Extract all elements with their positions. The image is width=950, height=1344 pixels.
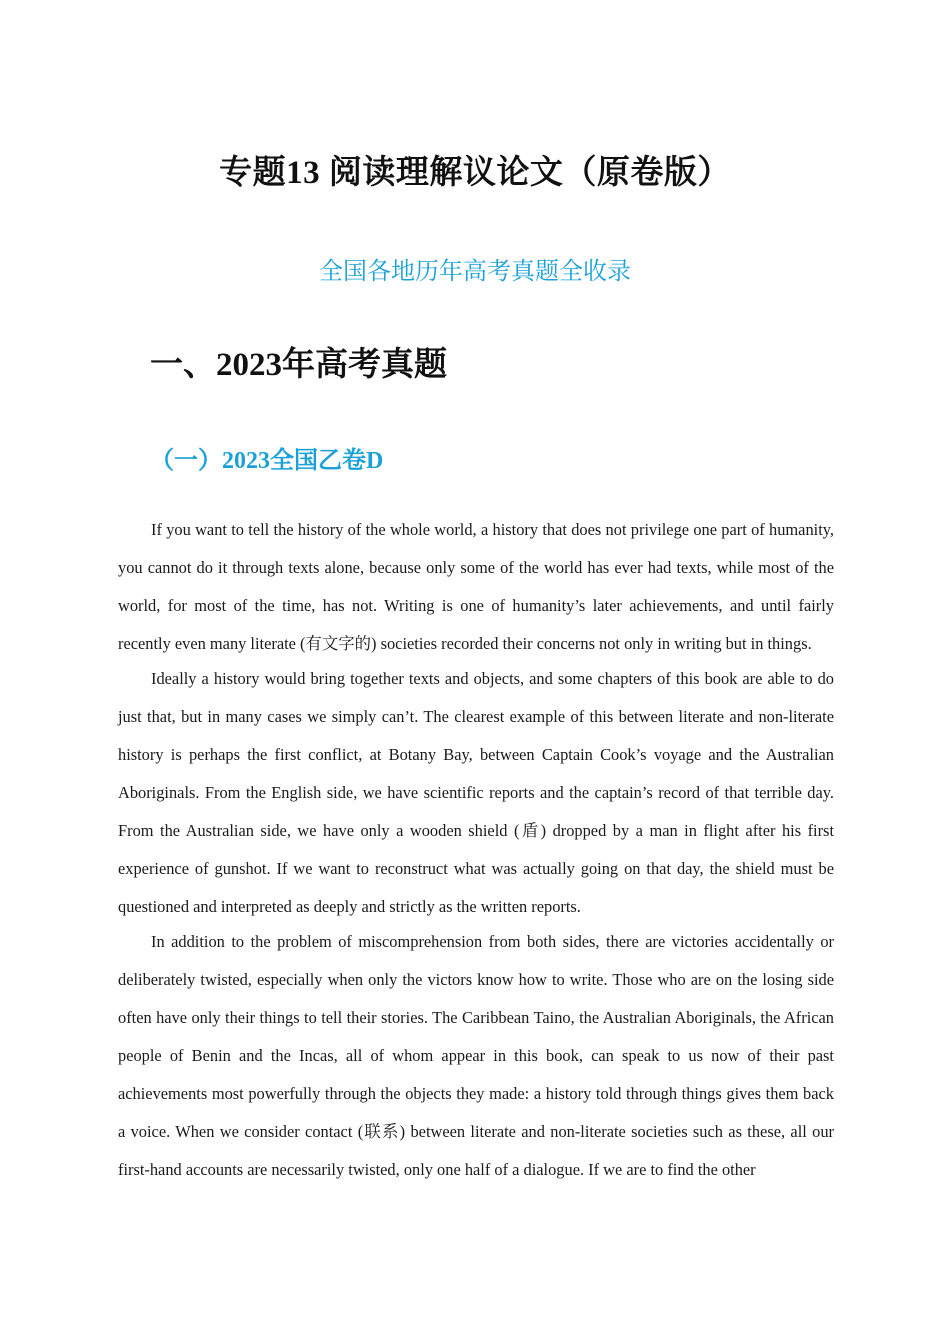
sub-section-heading: （一）2023全国乙卷D bbox=[150, 448, 384, 474]
page-title: 专题13 阅读理解议论文（原卷版） bbox=[219, 155, 731, 191]
passage-paragraph-3: In addition to the problem of miscomprehension from both sides, there are victories accidentally or deliberately twisted, especially when only the victors know how to write. Those who are on the losing side often have only their things to tell their stories. The Caribbean Taino, the Australian Aboriginals, the African people of Benin and the Incas, all of whom appear in this book, can speak to us now of their past achievements most powerfully through the objects they made: a history told through things gives them back a voice. When we consider contact (联系) between literate and non-literate societies such as these, all our first-hand accounts are necessarily twisted, only one half of a dialogue. If we are to find the other bbox=[118, 932, 834, 1179]
passage-paragraph-2: Ideally a history would bring together texts and objects, and some chapters of this book are able to do just that, but in many cases we simply can’t. The clearest example of this between literate and non-literate history is perhaps the first conflict, at Botany Bay, between Captain Cook’s voyage and the Australian Aboriginals. From the English side, we have scientific reports and the captain’s record of that terrible day. From the Australian side, we have only a wooden shield (盾) dropped by a man in flight after his first experience of gunshot. If we want to reconstruct what was actually going on that day, the shield must be questioned and interpreted as deeply and strictly as the written reports. bbox=[118, 669, 834, 916]
section-heading: 一、2023年高考真题 bbox=[150, 347, 447, 383]
page-subtitle: 全国各地历年高考真题全收录 bbox=[319, 259, 631, 285]
passage-paragraph-1: If you want to tell the history of the whole world, a history that does not privilege one part of humanity, you cannot do it through texts alone, because only some of the world has ever had texts, while most of the world, for most of the time, has not. Writing is one of humanity’s later achievements, and until fairly recently even many literate (有文字的) societies recorded their concerns not only in writing but in things. bbox=[118, 520, 834, 653]
passage-body bbox=[118, 511, 834, 1186]
